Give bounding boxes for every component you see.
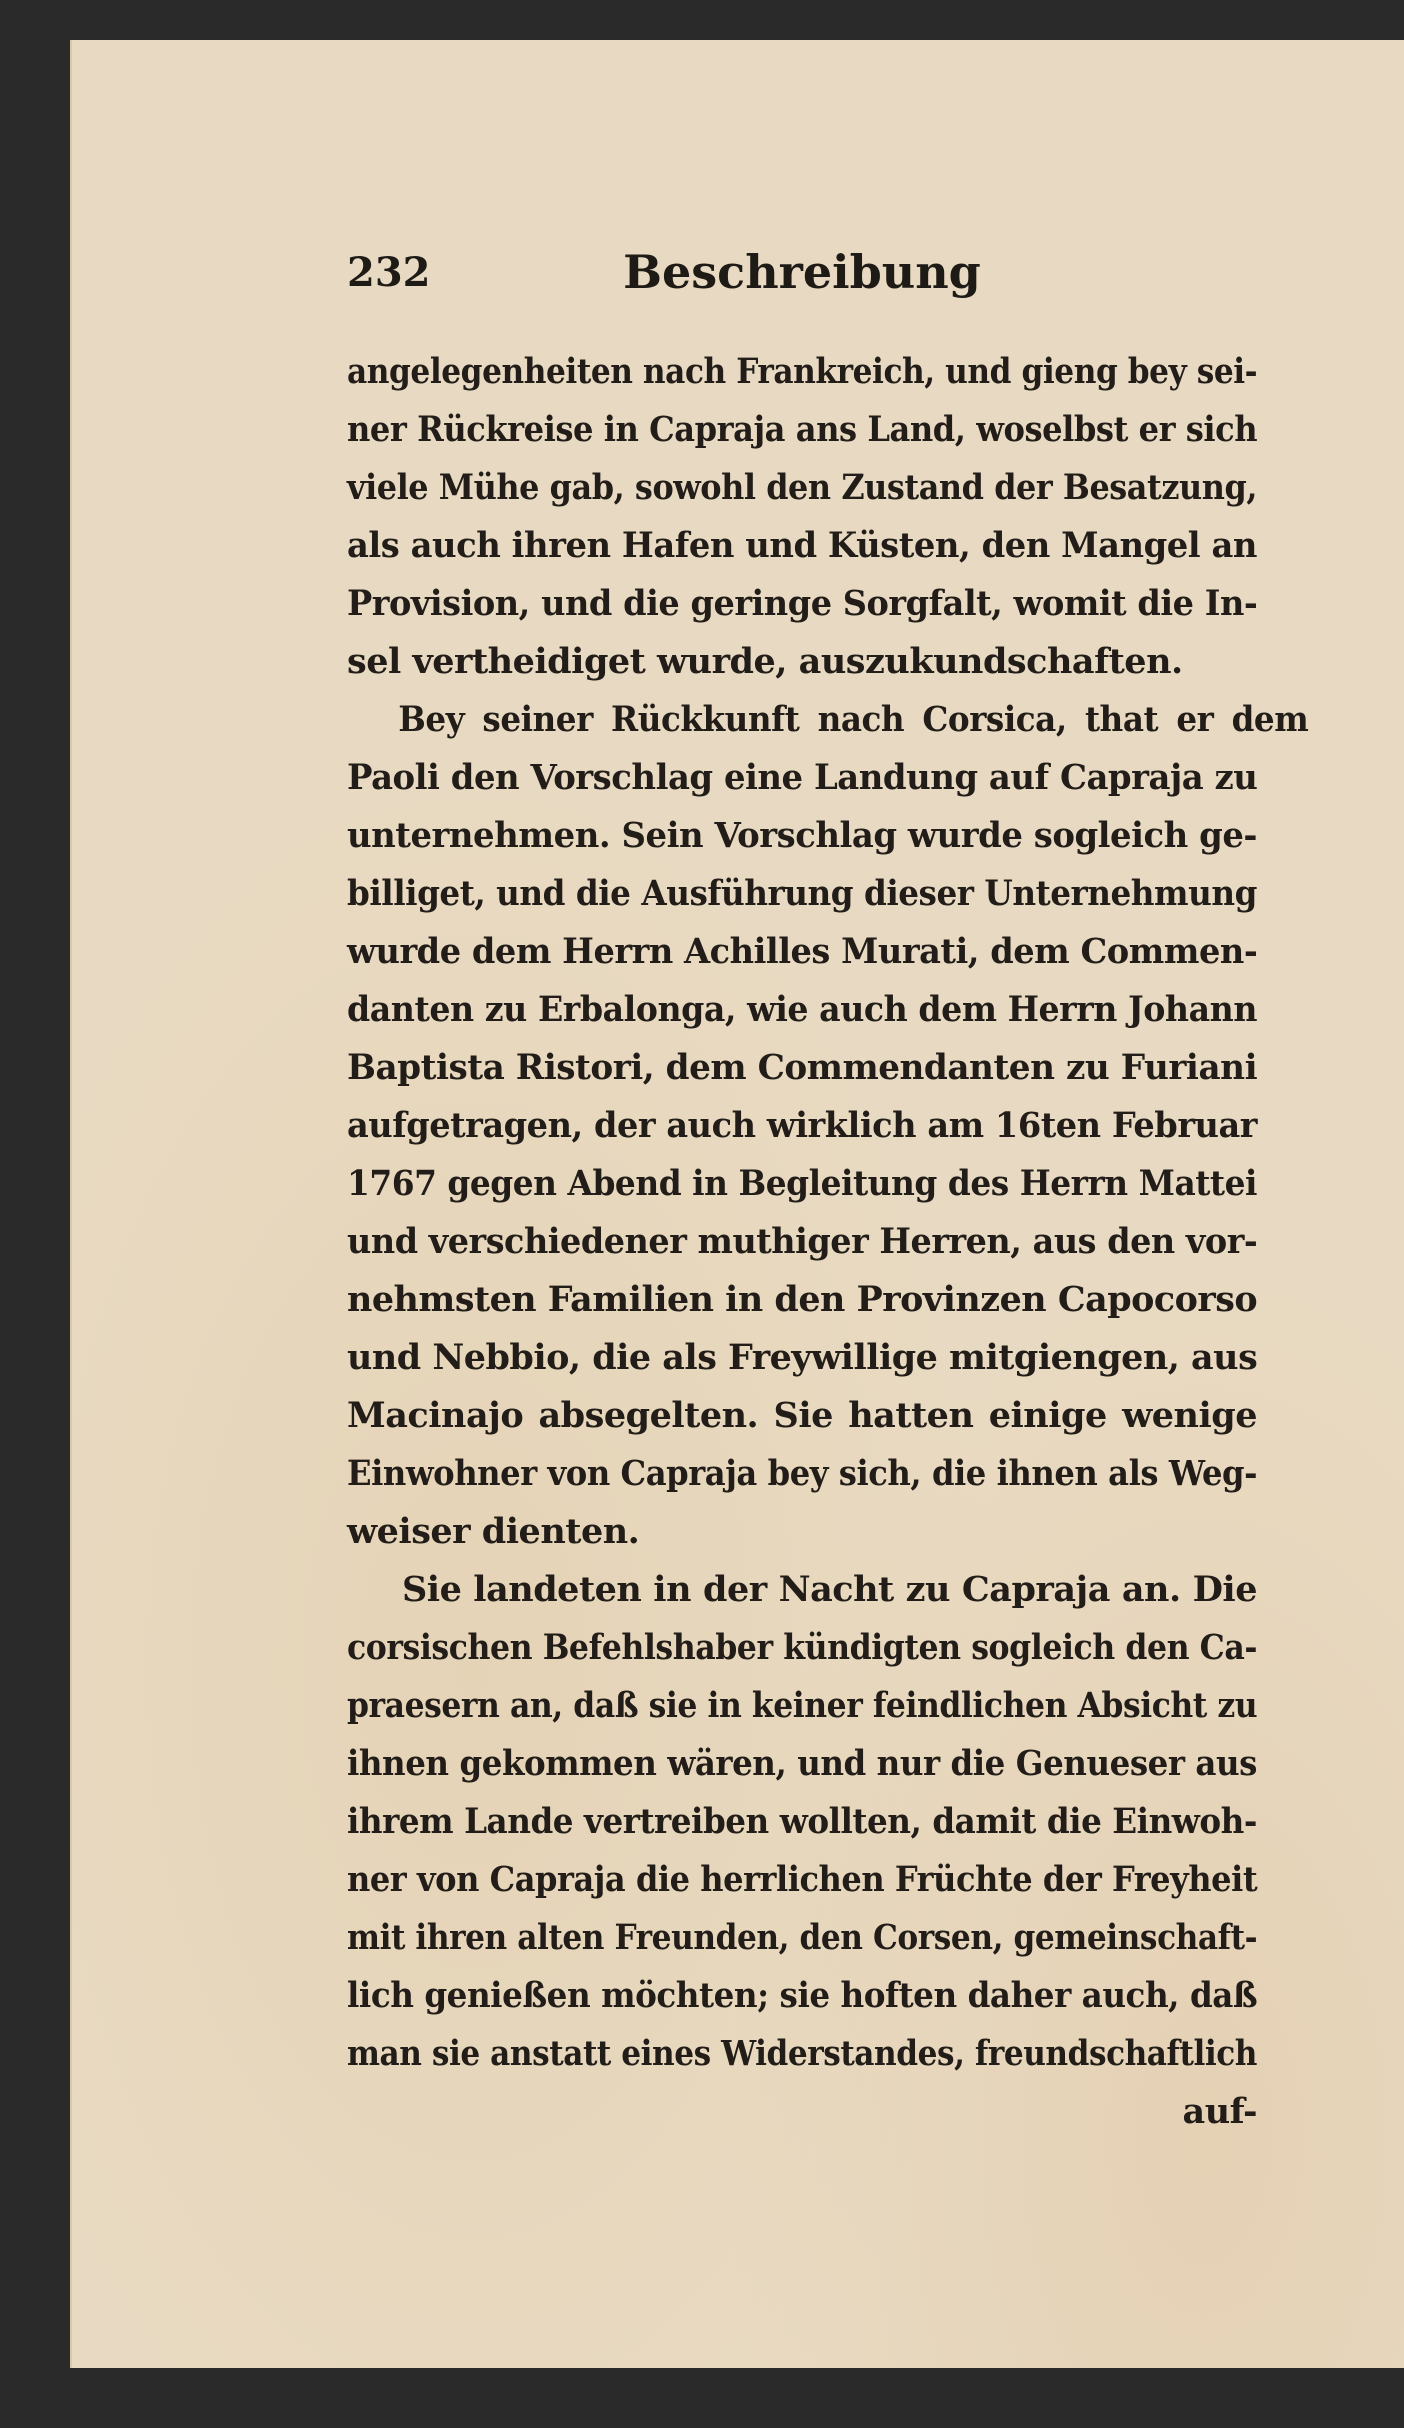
text-line: mit ihren alten Freunden, den Corsen, gemeinschaft-	[347, 1917, 1258, 1958]
text-line: Paoli den Vorschlag eine Landung auf Capraja zu	[347, 757, 1258, 798]
text-line: man sie anstatt eines Widerstandes, freundschaftlich	[347, 2033, 1257, 2074]
text-line: unternehmen. Sein Vorschlag wurde sogleich ge-	[347, 815, 1257, 856]
text-line: danten zu Erbalonga, wie auch dem Herrn Johann	[347, 989, 1257, 1030]
text-line: Sie landeten in der Nacht zu Capraja an. Die	[402, 1569, 1257, 1610]
text-line: billiget, und die Ausführung dieser Unternehmung	[347, 873, 1257, 914]
text-line: viele Mühe gab, sowohl den Zustand der Besatzung,	[347, 467, 1257, 508]
text-line: und verschiedener muthiger Herren, aus den vor-	[347, 1221, 1258, 1262]
page-header	[347, 245, 1257, 305]
text-line: Baptista Ristori, dem Commendanten zu Furiani	[347, 1047, 1258, 1088]
text-line: sel vertheidiget wurde, auszukundschaften.	[347, 641, 1183, 682]
text-line: Bey seiner Rückkunft nach Corsica, that er dem	[398, 699, 1309, 740]
text-line: wurde dem Herrn Achilles Murati, dem Commen-	[347, 931, 1258, 972]
text-line: als auch ihren Hafen und Küsten, den Mangel an	[347, 525, 1257, 566]
catchword: auf-	[1182, 2091, 1257, 2132]
text-line: ihrem Lande vertreiben wollten, damit die Einwoh-	[347, 1801, 1257, 1842]
text-line: ihnen gekommen wären, und nur die Genueser aus	[347, 1743, 1257, 1784]
text-line: Provision, und die geringe Sorgfalt, womit die In-	[347, 583, 1258, 624]
text-line: corsischen Befehlshaber kündigten sogleich den Ca-	[347, 1627, 1257, 1668]
text-line: 1767 gegen Abend in Begleitung des Herrn Mattei	[347, 1163, 1257, 1204]
text-line: ner von Capraja die herrlichen Früchte der Freyheit	[347, 1859, 1258, 1900]
text-line: Macinajo absegelten. Sie hatten einige wenige	[347, 1395, 1257, 1436]
body-text	[347, 343, 1309, 2141]
text-line: praesern an, daß sie in keiner feindlichen Absicht zu	[347, 1685, 1258, 1726]
page-number: 232	[347, 249, 431, 296]
text-line: angelegenheiten nach Frankreich, und gieng bey sei-	[347, 351, 1258, 392]
running-title: Beschreibung	[623, 245, 981, 299]
text-line: aufgetragen, der auch wirklich am 16ten Februar	[347, 1105, 1257, 1146]
text-line: nehmsten Familien in den Provinzen Capocorso	[347, 1279, 1258, 1320]
text-line: und Nebbio, die als Freywillige mitgiengen, aus	[347, 1337, 1258, 1378]
book-page	[70, 40, 1404, 2368]
text-line: ner Rückreise in Capraja ans Land, woselbst er sich	[347, 409, 1258, 450]
text-line: lich genießen möchten; sie hoften daher auch, daß	[347, 1975, 1258, 2016]
text-line: Einwohner von Capraja bey sich, die ihnen als Weg-	[347, 1453, 1257, 1494]
text-line: weiser dienten.	[347, 1511, 640, 1552]
